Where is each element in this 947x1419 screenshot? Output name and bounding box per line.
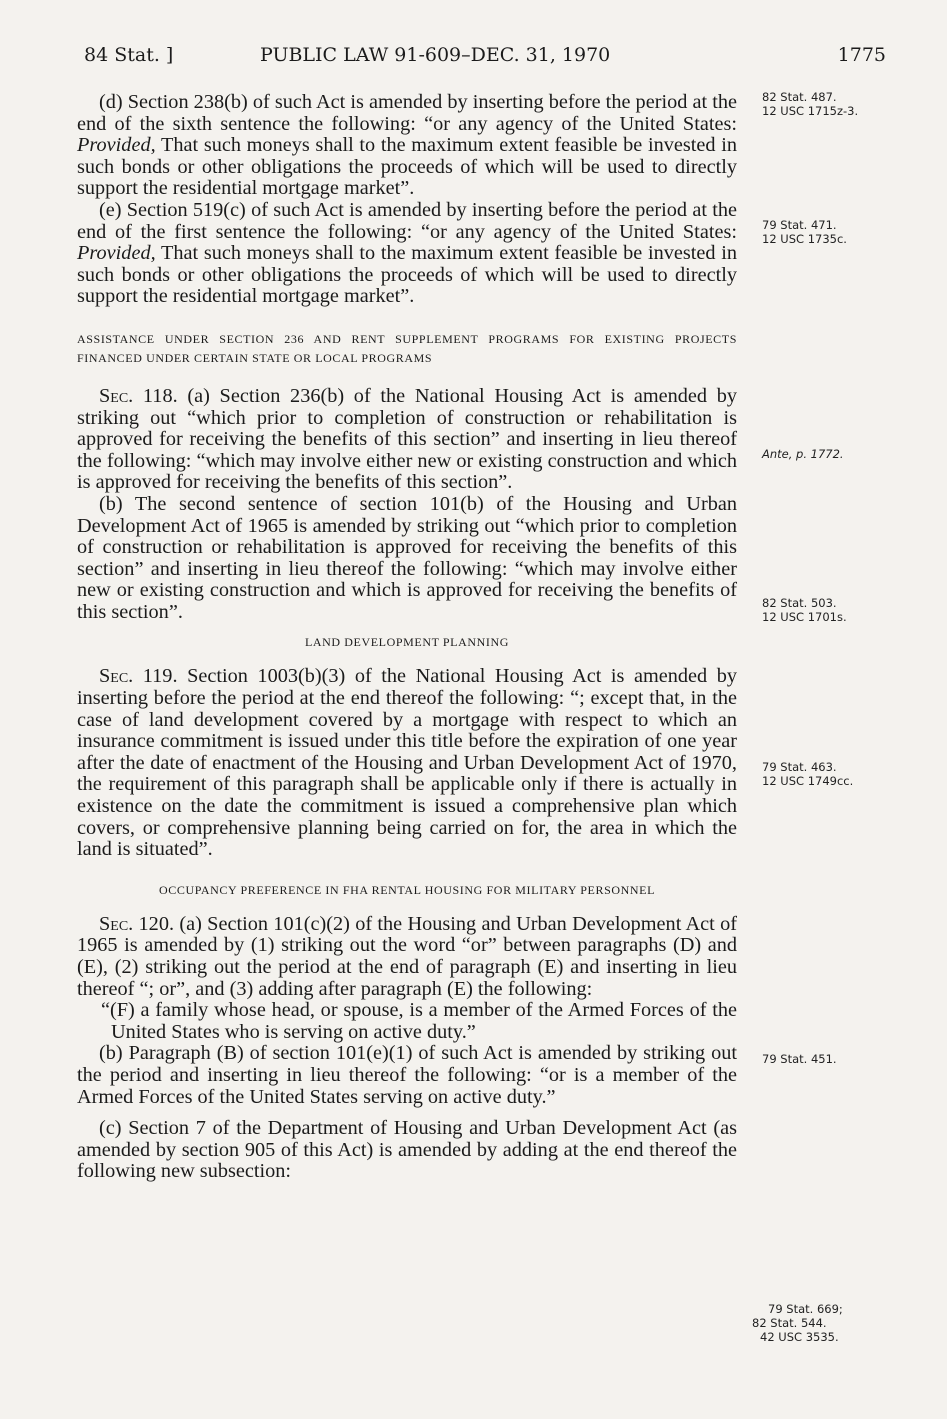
- header-volume: 84 Stat. ]: [84, 44, 174, 66]
- margin-note-line: 12 USC 1735c.: [762, 232, 847, 246]
- section-heading-assistance: ASSISTANCE UNDER SECTION 236 AND RENT SUPPLEMENT PROGRAMS FOR EXISTING PROJECTS FINANCED UNDER CERTAIN STATE OR LOCAL PROGRAMS: [77, 331, 737, 365]
- margin-note-line: 82 Stat. 503.: [762, 596, 837, 610]
- paragraph-e-text: (e) Section 519(c) of such Act is amended by inserting before the period at the end of the first sentence the following: “or any agency of the United States:: [77, 198, 737, 243]
- section-120-quote: “(F) a family whose head, or spouse, is a member of the Armed Forces of the United States who is serving on active duty.”: [101, 999, 737, 1043]
- paragraph-d-rest: That such moneys shall to the maximum extent feasible be invested in such bonds or other obligations the proceeds of which will be used to directly support the residential mortgage market”.: [77, 134, 737, 200]
- paragraph-e-rest: That such moneys shall to the maximum extent feasible be invested in such bonds or other obligations the proceeds of which will be used to directly support the residential mortgage market”.: [77, 242, 737, 308]
- section-label: Sec. 118.: [99, 384, 178, 407]
- header-title: PUBLIC LAW 91-609–DEC. 31, 1970: [260, 44, 611, 66]
- margin-note-line: 42 USC 3535.: [760, 1330, 839, 1344]
- margin-note-3: [762, 447, 844, 461]
- margin-note-4: [762, 596, 847, 624]
- paragraph-d-text: (d) Section 238(b) of such Act is amended by inserting before the period at the end of the sixth sentence the following: “or any agency of the United States:: [77, 91, 737, 135]
- body-text: [77, 92, 737, 1183]
- section-heading-occupancy: OCCUPANCY PREFERENCE IN FHA RENTAL HOUSING FOR MILITARY PERSONNEL: [158, 882, 655, 897]
- margin-note-line: 79 Stat. 471.: [762, 218, 837, 232]
- margin-note-line: 79 Stat. 669;: [768, 1302, 843, 1316]
- margin-note-2: [762, 218, 847, 246]
- paragraph-d: [77, 92, 737, 200]
- margin-note-5: [762, 760, 853, 788]
- section-118-a-text: (a) Section 236(b) of the National Housing Act is amended by striking out “which prior to completion of construction or rehabilitation is approved for receiving the benefits of this section” and inserting in lieu thereof the following: “which may involve either new or existing construction and which is approved for receiving the benefits of this section”.: [77, 384, 737, 494]
- provided-italic: Provided,: [77, 242, 156, 265]
- section-120-c: (c) Section 7 of the Department of Housing and Urban Development Act (as amended by section 905 of this Act) is amended by adding at the end thereof the following new subsection:: [77, 1117, 737, 1183]
- section-120-a-text: (a) Section 101(c)(2) of the Housing and Urban Development Act of 1965 is amended by (1) striking out the word “or” between paragraphs (D) and (E), (2) striking out the period at the end of paragraph (E) and inserting in lieu thereof “; or”, and (3) adding after paragraph (E) the following:: [77, 912, 737, 1000]
- section-heading-land: LAND DEVELOPMENT PLANNING: [304, 635, 510, 650]
- section-label: Sec. 120.: [99, 912, 175, 935]
- provided-italic: Provided,: [77, 134, 156, 157]
- section-120-a: [77, 914, 737, 1000]
- section-119-text: Section 1003(b)(3) of the National Housing Act is amended by inserting before the period at the end thereof the following: “; except that, in the case of land development covered by a mortgage with respect to which an insurance commitment is issued under this title before the expiration of one year after the date of enactment of the Housing and Urban Development Act of 1970, the requirement of this paragraph shall be applicable only if there is actually in existence on the date the commitment is issued a comprehensive plan which covers, or comprehensive planning being carried on for, the area in which the land is situated”.: [77, 665, 737, 861]
- margin-note-6: [762, 1052, 837, 1066]
- margin-note-1: [762, 90, 858, 118]
- margin-note-line: 79 Stat. 451.: [762, 1052, 837, 1066]
- paragraph-e: [77, 200, 737, 308]
- header-page-number: 1775: [837, 44, 886, 66]
- section-118-a: [77, 386, 737, 494]
- section-119: [77, 666, 737, 860]
- margin-note-line: 79 Stat. 463.: [762, 760, 837, 774]
- section-118-b: (b) The second sentence of section 101(b) of the Housing and Urban Development Act of 1965 is amended by striking out “which prior to completion of construction or rehabilitation is approved for receiving the benefits of this section” and inserting in lieu thereof the following: “which may involve either new or existing construction and which is approved for receiving the benefits of this section”.: [77, 492, 737, 623]
- margin-note-line: 12 USC 1715z-3.: [762, 104, 859, 118]
- section-label: Sec. 119.: [99, 665, 178, 688]
- margin-note-line: 82 Stat. 487.: [762, 90, 837, 104]
- margin-note-line: Ante, p. 1772.: [762, 447, 844, 461]
- margin-note-line: 12 USC 1749cc.: [762, 774, 854, 788]
- page-header: [84, 44, 886, 74]
- section-120-b: (b) Paragraph (B) of section 101(e)(1) of such Act is amended by striking out the period and inserting in lieu thereof the following: “or is a member of the Armed Forces of the United States serving on active duty.”: [77, 1042, 737, 1108]
- margin-note-line: 82 Stat. 544.: [752, 1316, 827, 1330]
- margin-note-7: [752, 1302, 843, 1344]
- margin-note-line: 12 USC 1701s.: [762, 610, 847, 624]
